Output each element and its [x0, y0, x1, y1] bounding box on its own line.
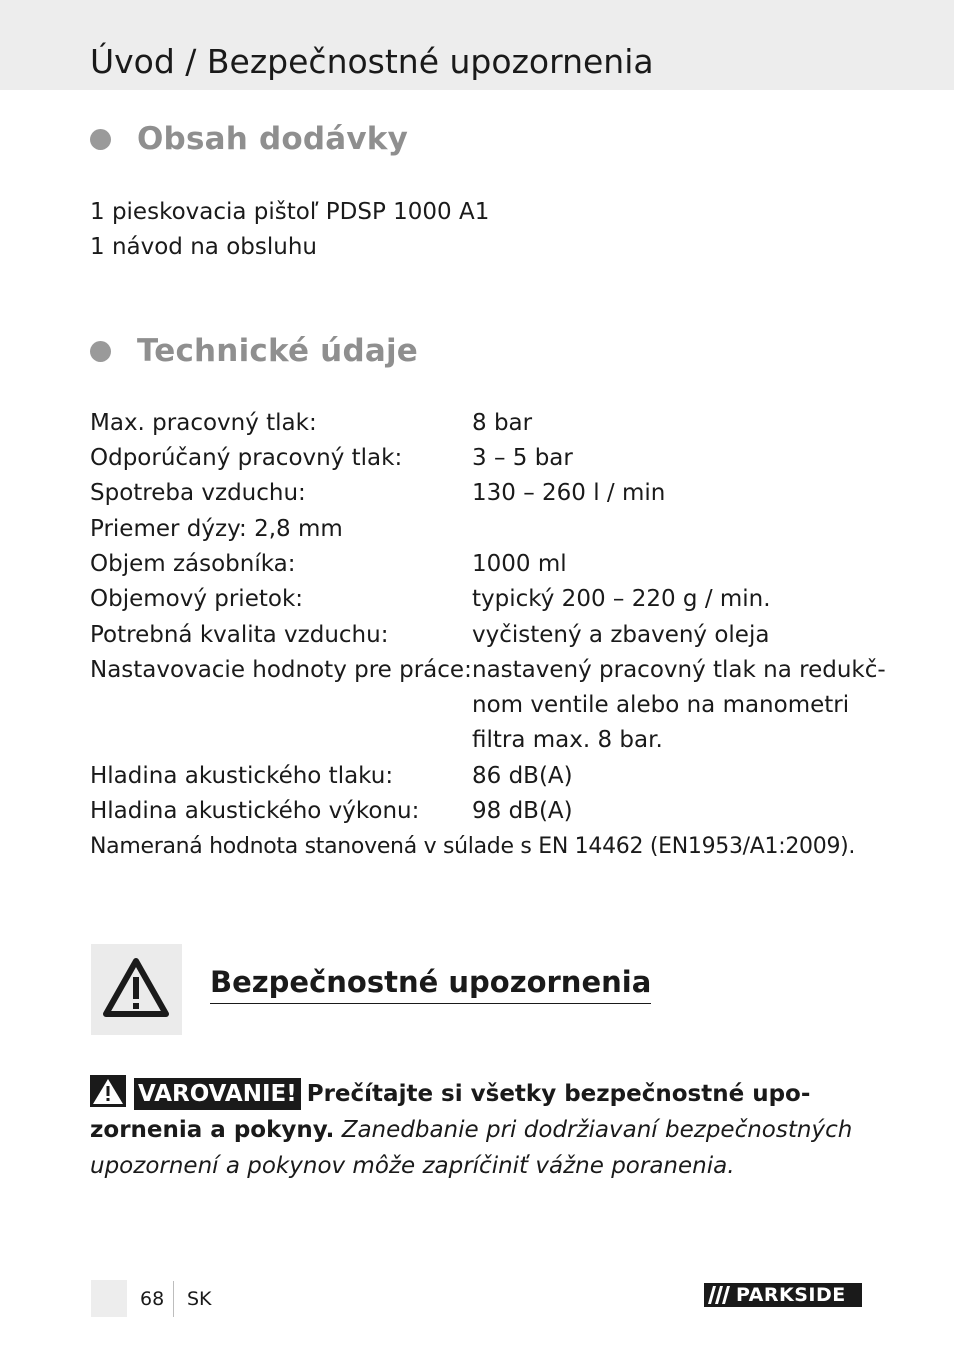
warning-badge: VAROVANIE!	[134, 1078, 301, 1110]
spec-label: Hladina akustického výkonu:	[90, 798, 420, 824]
delivery-item: 1 návod na obsluhu	[90, 234, 317, 260]
spec-value: nastavený pracovný tlak na redukč-	[472, 657, 886, 683]
section-heading-delivery	[90, 117, 408, 161]
footer-marker	[91, 1280, 127, 1317]
specs-heading: Technické údaje	[137, 333, 419, 369]
footer-divider	[173, 1281, 174, 1317]
section-heading-specs	[90, 329, 418, 373]
spec-value: 98 dB(A)	[472, 798, 573, 824]
spec-value: 130 – 260 l / min	[472, 480, 666, 506]
safety-heading: Bezpečnostné upozornenia	[210, 962, 651, 1004]
spec-label: Spotreba vzduchu:	[90, 480, 306, 506]
spec-label: Max. pracovný tlak:	[90, 410, 317, 436]
brand-stripes-icon	[704, 1283, 734, 1307]
page-header	[0, 0, 954, 90]
spec-label: Objem zásobníka:	[90, 551, 296, 577]
language-code: SK	[187, 1288, 212, 1310]
spec-label: Priemer dýzy: 2,8 mm	[90, 516, 343, 542]
spec-value: typický 200 – 220 g / min.	[472, 586, 771, 612]
warning-triangle-icon	[90, 1075, 126, 1107]
page-number: 68	[140, 1288, 165, 1310]
brand-logo	[704, 1283, 862, 1307]
spec-value: 3 – 5 bar	[472, 445, 573, 471]
spec-value: 8 bar	[472, 410, 533, 436]
spec-label: Hladina akustického tlaku:	[90, 763, 394, 789]
warning-italic-text: Zanedbanie pri dodržiavaní bezpečnostných upozornení a pokynov môže zapríčiniť vážne poranenia.	[90, 1117, 853, 1179]
page-title: Úvod / Bezpečnostné upozornenia	[90, 42, 654, 81]
spec-value: vyčistený a zbavený oleja	[472, 622, 770, 648]
spec-value: 86 dB(A)	[472, 763, 573, 789]
spec-value: filtra max. 8 bar.	[472, 727, 663, 753]
spec-value: nom ventile alebo na manometri	[472, 692, 850, 718]
bullet-icon	[90, 341, 111, 362]
warning-paragraph	[90, 1075, 890, 1184]
warning-bold-text: Prečítajte si všetky bezpečnostné upo-zornenia a pokyny.	[90, 1081, 811, 1143]
warning-triangle-icon	[102, 957, 170, 1019]
spec-value: 1000 ml	[472, 551, 567, 577]
bullet-icon	[90, 129, 111, 150]
safety-warning-box	[91, 944, 182, 1035]
spec-label: Nastavovacie hodnoty pre práce:	[90, 657, 472, 683]
delivery-item: 1 pieskovacia pištoľ PDSP 1000 A1	[90, 199, 490, 225]
spec-label: Objemový prietok:	[90, 586, 304, 612]
spec-label: Potrebná kvalita vzduchu:	[90, 622, 389, 648]
spec-label: Odporúčaný pracovný tlak:	[90, 445, 403, 471]
brand-name: PARKSIDE	[736, 1284, 846, 1306]
measurement-note: Nameraná hodnota stanovená v súlade s EN 14462 (EN1953/A1:2009).	[90, 834, 856, 859]
delivery-heading: Obsah dodávky	[137, 121, 409, 157]
